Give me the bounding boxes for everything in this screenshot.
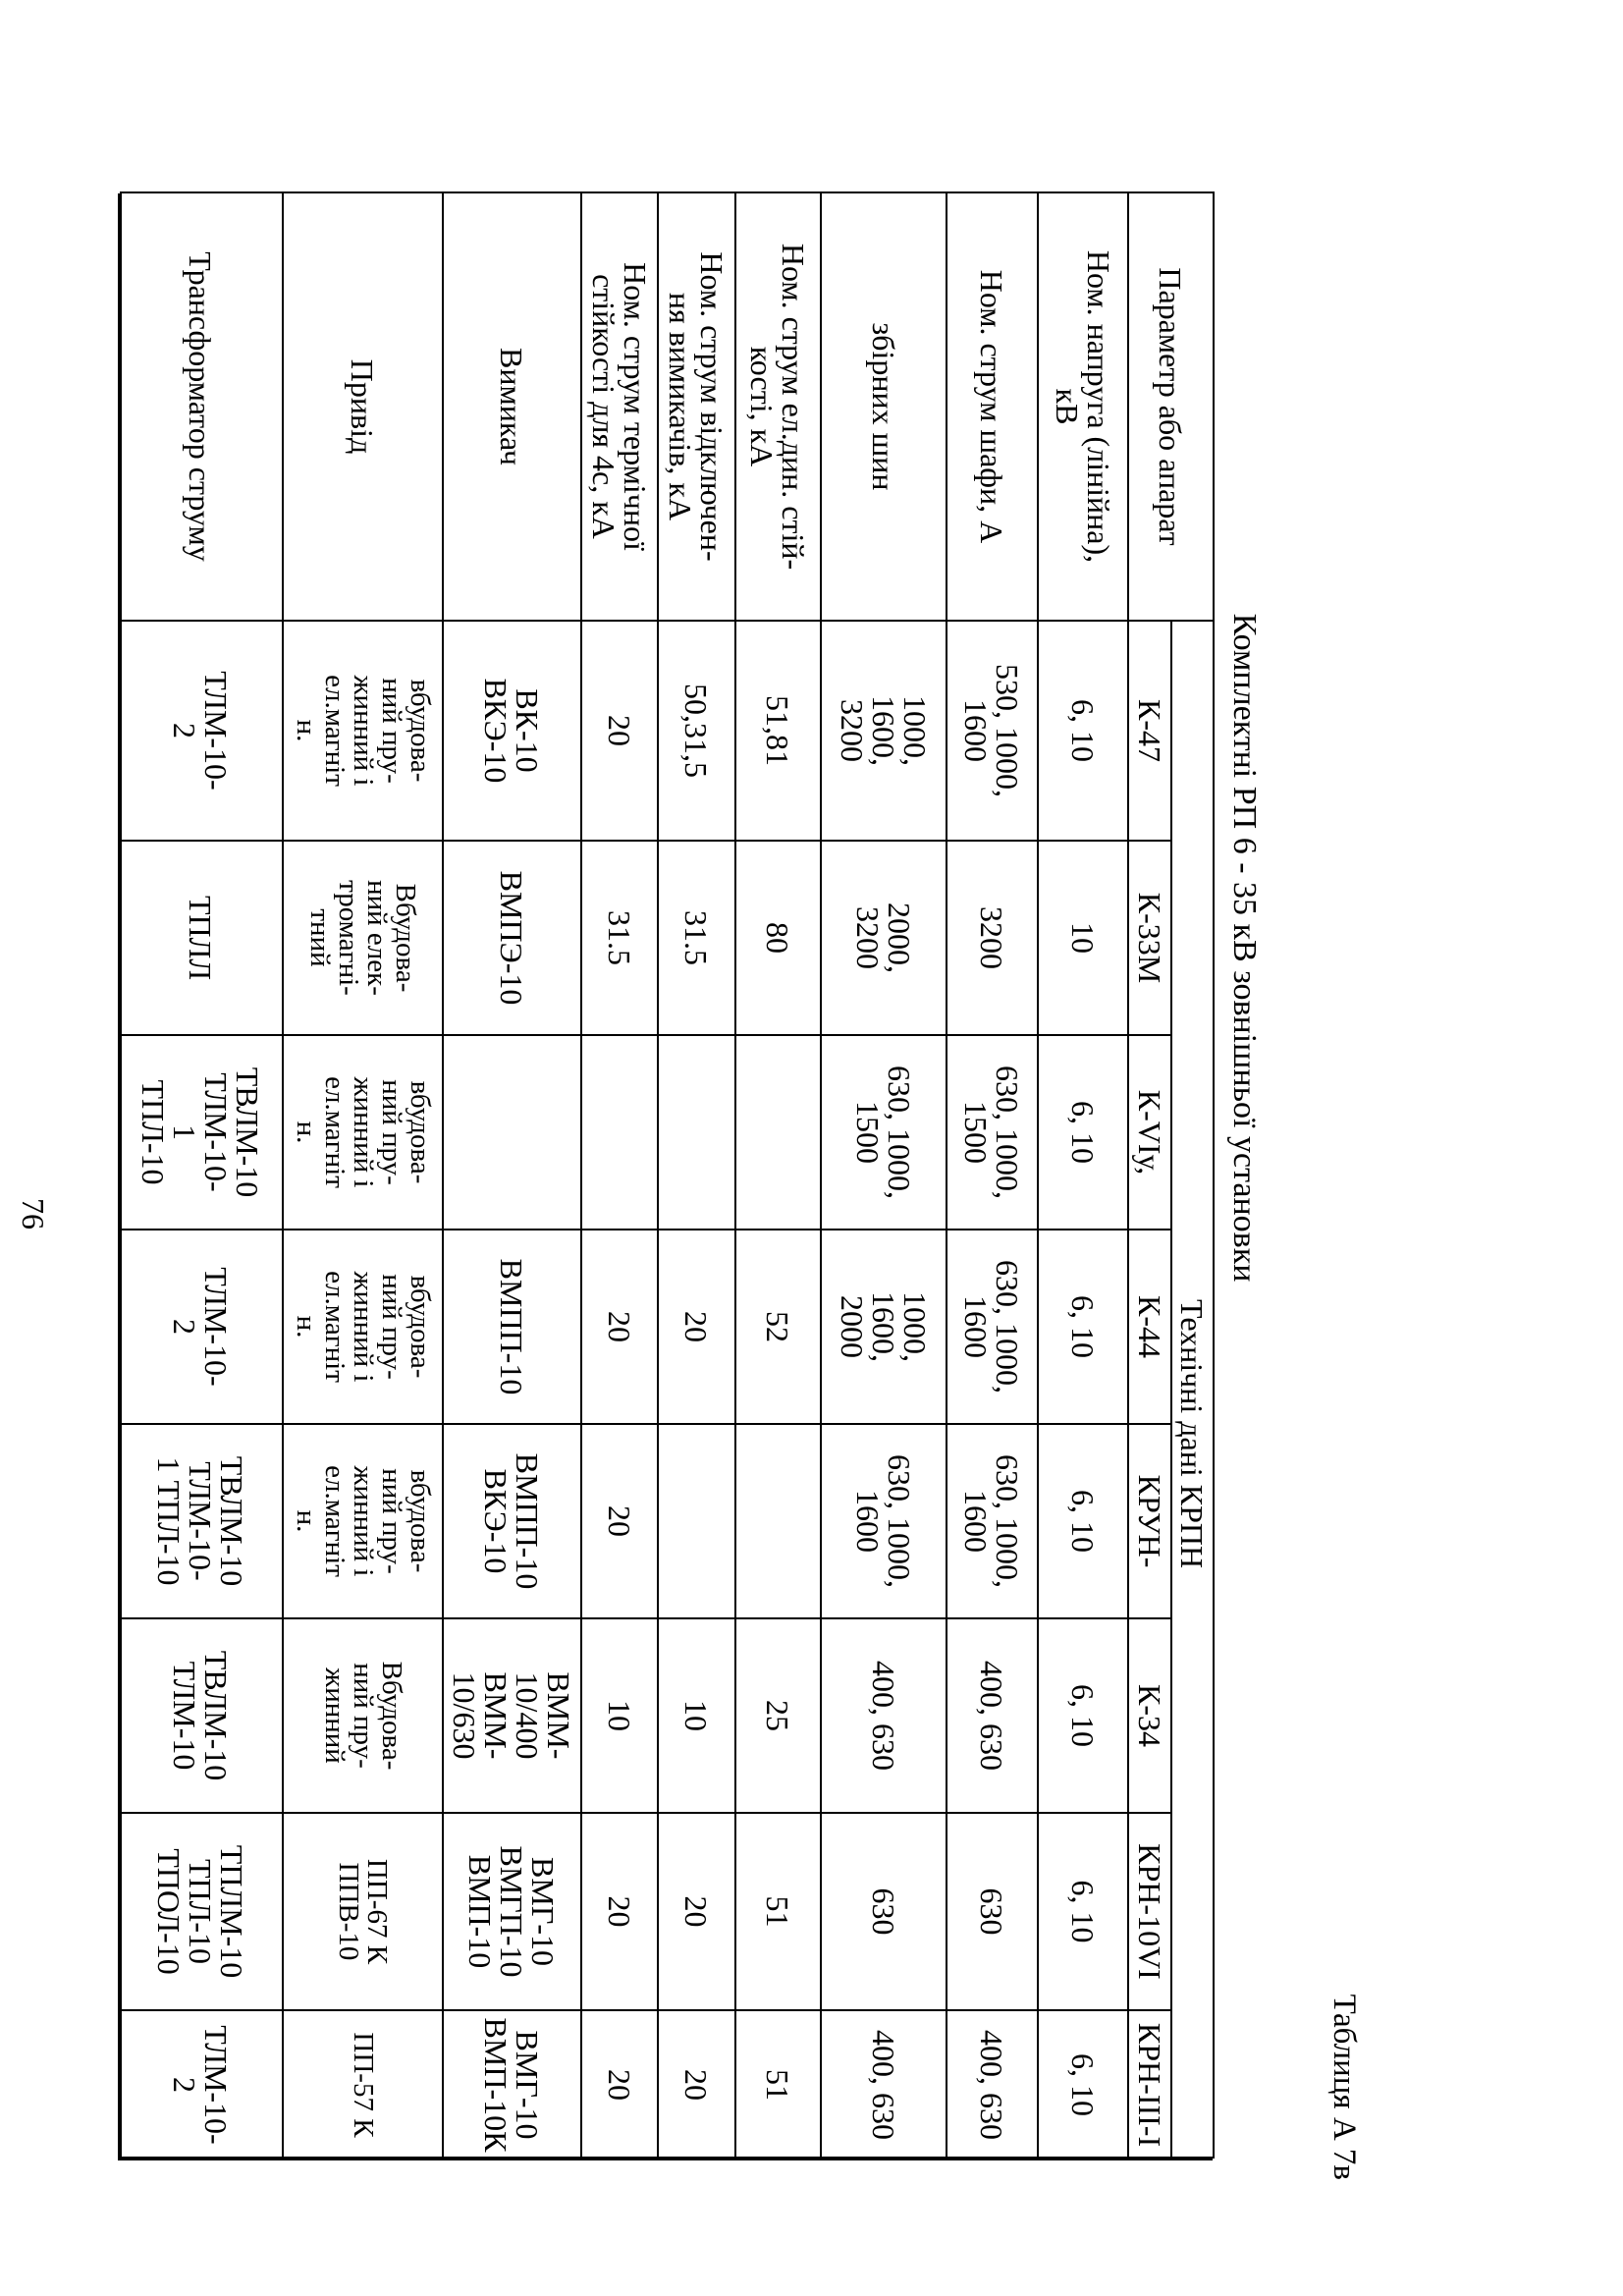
table-cell: ТВЛМ-10 ТЛМ-10- 1 ТПЛ-10 xyxy=(118,1425,282,1619)
table-cell: 400, 630 xyxy=(946,1619,1037,1814)
table-cell: 10 xyxy=(657,1619,734,1814)
table-cell: 50,31,5 xyxy=(657,622,734,842)
row-label: Вимикач xyxy=(442,193,580,622)
table-cell: 6, 10 xyxy=(1037,1425,1127,1619)
table-cell: 2000, 3200 xyxy=(820,842,946,1036)
table-cell: 530, 1000, 1600 xyxy=(946,622,1037,842)
table-cell: ВК-10 ВКЭ-10 xyxy=(442,622,580,842)
table-cell: вбудова- ний пру- жинний і ел.магніт н. xyxy=(282,1230,442,1425)
table-cell: 20 xyxy=(657,1230,734,1425)
table-cell: 10 xyxy=(580,1619,657,1814)
table-cell: 630, 1000, 1500 xyxy=(946,1036,1037,1230)
table-cell: 3200 xyxy=(946,842,1037,1036)
table-cell: 6, 10 xyxy=(1037,1230,1127,1425)
table-cell: 51 xyxy=(734,1814,820,2011)
param-header: Параметр або апарат xyxy=(1127,193,1213,622)
table-cell: ВМПП-10 xyxy=(442,1230,580,1425)
column-header: К-44 xyxy=(1127,1230,1170,1425)
column-header: К-33М xyxy=(1127,842,1170,1036)
table-cell: 630, 1000, 1600 xyxy=(946,1230,1037,1425)
table-cell: 20 xyxy=(580,1230,657,1425)
table-cell: ВММ- 10/400 ВММ- 10/630 xyxy=(442,1619,580,1814)
table-cell: ВМГ-10 ВМП-10К xyxy=(442,2011,580,2160)
table-cell xyxy=(657,1036,734,1230)
table-cell: ТЛМ-10- 2 xyxy=(118,2011,282,2160)
table-cell: ТПЛМ-10 ТПЛ-10 ТПОЛ-10 xyxy=(118,1814,282,2011)
group-header: Технічні дані КРПН xyxy=(1170,622,1213,2160)
row-label: Ном. струм шафи, А xyxy=(946,193,1037,622)
column-header: К-34 xyxy=(1127,1619,1170,1814)
table-cell: 20 xyxy=(657,1814,734,2011)
table-cell xyxy=(657,1425,734,1619)
table-cell: 400, 630 xyxy=(820,2011,946,2160)
table-label: Таблиця А 7в xyxy=(1326,1994,1362,2180)
table-cell: 20 xyxy=(580,622,657,842)
table-cell xyxy=(580,1036,657,1230)
table-cell: ВМПП-10 ВКЭ-10 xyxy=(442,1425,580,1619)
column-header: К-VIу, xyxy=(1127,1036,1170,1230)
page-number: 76 xyxy=(16,1198,51,1230)
table-cell: 6, 10 xyxy=(1037,1619,1127,1814)
table-cell xyxy=(734,1425,820,1619)
table-cell: 20 xyxy=(580,1814,657,2011)
row-label: Ном. напруга (лінійна), кВ xyxy=(1037,193,1127,622)
table-cell: 31.5 xyxy=(657,842,734,1036)
table-cell: ТЛМ-10- 2 xyxy=(118,1230,282,1425)
table-cell: 630, 1000, 1600 xyxy=(946,1425,1037,1619)
row-label: Привід xyxy=(282,193,442,622)
table-cell: 20 xyxy=(580,1425,657,1619)
table-cell: Вбудова- ний елек- тромагні- тний xyxy=(282,842,442,1036)
row-label: Трансформатор струму xyxy=(118,193,282,622)
table-cell: 630 xyxy=(820,1814,946,2011)
table-cell: 80 xyxy=(734,842,820,1036)
table-cell: ВМПЭ-10 xyxy=(442,842,580,1036)
table-cell: 630, 1000, 1500 xyxy=(820,1036,946,1230)
table-cell xyxy=(734,1036,820,1230)
table-cell: ТЛМ-10- 2 xyxy=(118,622,282,842)
table-cell: вбудова- ний пру- жинний і ел.магніт н. xyxy=(282,1425,442,1619)
table-cell: ТПЛЛ xyxy=(118,842,282,1036)
table-cell: 31.5 xyxy=(580,842,657,1036)
table-cell: ВМГ-10 ВМГП-10 ВМП-10 xyxy=(442,1814,580,2011)
table-cell: 20 xyxy=(657,2011,734,2160)
table-cell: 630, 1000, 1600 xyxy=(820,1425,946,1619)
table-cell: 1000, 1600, 2000 xyxy=(820,1230,946,1425)
table-cell: ТВЛМ-10 ТЛМ-10 xyxy=(118,1619,282,1814)
table-cell: ПП-57 К xyxy=(282,2011,442,2160)
table-cell: 400, 630 xyxy=(820,1619,946,1814)
table-cell: ТВЛМ-10 ТЛМ-10- 1 ТПЛ-10 xyxy=(118,1036,282,1230)
table-cell: вбудова- ний пру- жинний і ел.магніт н. xyxy=(282,622,442,842)
table-cell: 630 xyxy=(946,1814,1037,2011)
table-cell: 6, 10 xyxy=(1037,1036,1127,1230)
table-cell: 6, 10 xyxy=(1037,2011,1127,2160)
table-cell: Вбудова- ний пру- жинний xyxy=(282,1619,442,1814)
table-cell: 25 xyxy=(734,1619,820,1814)
row-label: Ном. струм відключен- ня вимикачів, кА xyxy=(657,193,734,622)
table-cell: 6, 10 xyxy=(1037,1814,1127,2011)
table-cell: 52 xyxy=(734,1230,820,1425)
table-cell: 1000, 1600, 3200 xyxy=(820,622,946,842)
data-table xyxy=(120,191,1215,2159)
column-header: КРН-10VI xyxy=(1127,1814,1170,2011)
table-cell: 51 xyxy=(734,2011,820,2160)
table-cell: ПП-67 К ППВ-10 xyxy=(282,1814,442,2011)
column-header: КРН-ІІІ-І xyxy=(1127,2011,1170,2160)
table-cell: вбудова- ний пру- жинний і ел.магніт н. xyxy=(282,1036,442,1230)
page-title: Комплектні РП 6 - 35 кВ зовнішньої установки xyxy=(1226,613,1263,1283)
column-header: КРУН- xyxy=(1127,1425,1170,1619)
table-cell: 400, 630 xyxy=(946,2011,1037,2160)
column-header: К-47 xyxy=(1127,622,1170,842)
table-cell: 10 xyxy=(1037,842,1127,1036)
table-cell: 51,81 xyxy=(734,622,820,842)
row-label: збірних шин xyxy=(820,193,946,622)
row-label: Ном. струм термічної стійкості для 4с, кА xyxy=(580,193,657,622)
row-label: Ном. струм ел.дин. стій- кості, кА xyxy=(734,193,820,622)
table-cell xyxy=(442,1036,580,1230)
table-cell: 6, 10 xyxy=(1037,622,1127,842)
table-cell: 20 xyxy=(580,2011,657,2160)
